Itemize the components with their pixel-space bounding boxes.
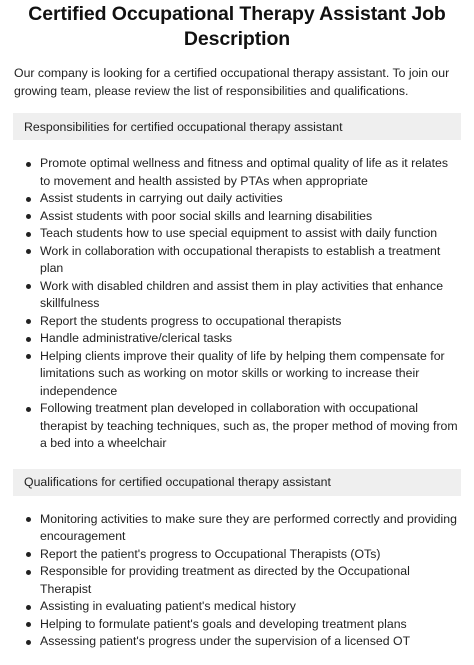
list-item-text: Responsible for providing treatment as directed by the Occupational Therapist: [40, 564, 410, 596]
list-item: [26, 225, 460, 243]
list-item-text: Promote optimal wellness and fitness and optimal quality of life as it relates to movement and health assisted by PTAs when appropriate: [40, 156, 449, 188]
bullet-icon: [26, 570, 31, 575]
list-item: [26, 511, 460, 546]
bullet-icon: [26, 284, 31, 289]
responsibilities-header: Responsibilities for certified occupational therapy assistant: [13, 113, 461, 140]
list-item: [26, 348, 460, 401]
list-item: [26, 633, 460, 651]
bullet-icon: [26, 337, 31, 342]
list-item-text: Helping to formulate patient's goals and developing treatment plans: [40, 616, 407, 631]
list-item-text: Report the patient's progress to Occupational Therapists (OTs): [40, 546, 381, 561]
list-item-text: Work with disabled children and assist them in play activities that enhance skillfulness: [40, 278, 444, 310]
bullet-icon: [26, 552, 31, 557]
bullet-icon: [26, 197, 31, 202]
bullet-icon: [26, 249, 31, 254]
bullet-icon: [26, 319, 31, 324]
list-item-text: Work in collaboration with occupational therapists to establish a treatment plan: [40, 243, 441, 275]
list-item: [26, 616, 460, 634]
list-item: [26, 563, 460, 598]
list-item-text: Helping clients improve their quality of life by helping them compensate for limitations such as working on motor skills or working to increase their independence: [40, 348, 445, 398]
bullet-icon: [26, 622, 31, 627]
bullet-icon: [26, 407, 31, 412]
list-item-text: Following treatment plan developed in collaboration with occupational therapist by teaching techniques, such as, the proper method of moving from a bed into a wheelchair: [40, 401, 458, 450]
bullet-icon: [26, 354, 31, 359]
list-item-text: Monitoring activities to make sure they are performed correctly and providing encouragement: [40, 511, 457, 543]
list-item: [26, 278, 460, 313]
responsibilities-list: [0, 155, 474, 453]
list-item: [26, 208, 460, 226]
list-item: [26, 330, 460, 348]
list-item-text: Assisting in evaluating patient's medical history: [40, 599, 296, 613]
bullet-icon: [26, 162, 31, 167]
intro-paragraph: Our company is looking for a certified occupational therapy assistant. To join our growing team, please review the list of responsibilities and qualifications.: [14, 66, 450, 98]
qualifications-list: [0, 511, 474, 651]
page-title: Certified Occupational Therapy Assistant Job Description: [28, 3, 446, 50]
list-item-text: Assist students in carrying out daily activities: [40, 191, 283, 205]
list-item: [26, 598, 460, 616]
list-item-text: Assessing patient's progress under the supervision of a licensed OT: [40, 634, 411, 648]
bullet-icon: [26, 517, 31, 522]
list-item-text: Report the students progress to occupational therapists: [40, 313, 342, 328]
list-item: [26, 190, 460, 208]
list-item-text: Teach students how to use special equipment to assist with daily function: [40, 226, 438, 240]
list-item-text: Assist students with poor social skills and learning disabilities: [40, 208, 373, 223]
bullet-icon: [26, 214, 31, 219]
list-item: [26, 546, 460, 564]
qualifications-header: Qualifications for certified occupational therapy assistant: [13, 469, 461, 496]
list-item: [26, 155, 460, 190]
list-item: [26, 313, 460, 331]
bullet-icon: [26, 232, 31, 237]
bullet-icon: [26, 640, 31, 645]
list-item-text: Handle administrative/clerical tasks: [40, 331, 233, 345]
bullet-icon: [26, 605, 31, 610]
list-item: [26, 243, 460, 278]
list-item: [26, 400, 460, 453]
